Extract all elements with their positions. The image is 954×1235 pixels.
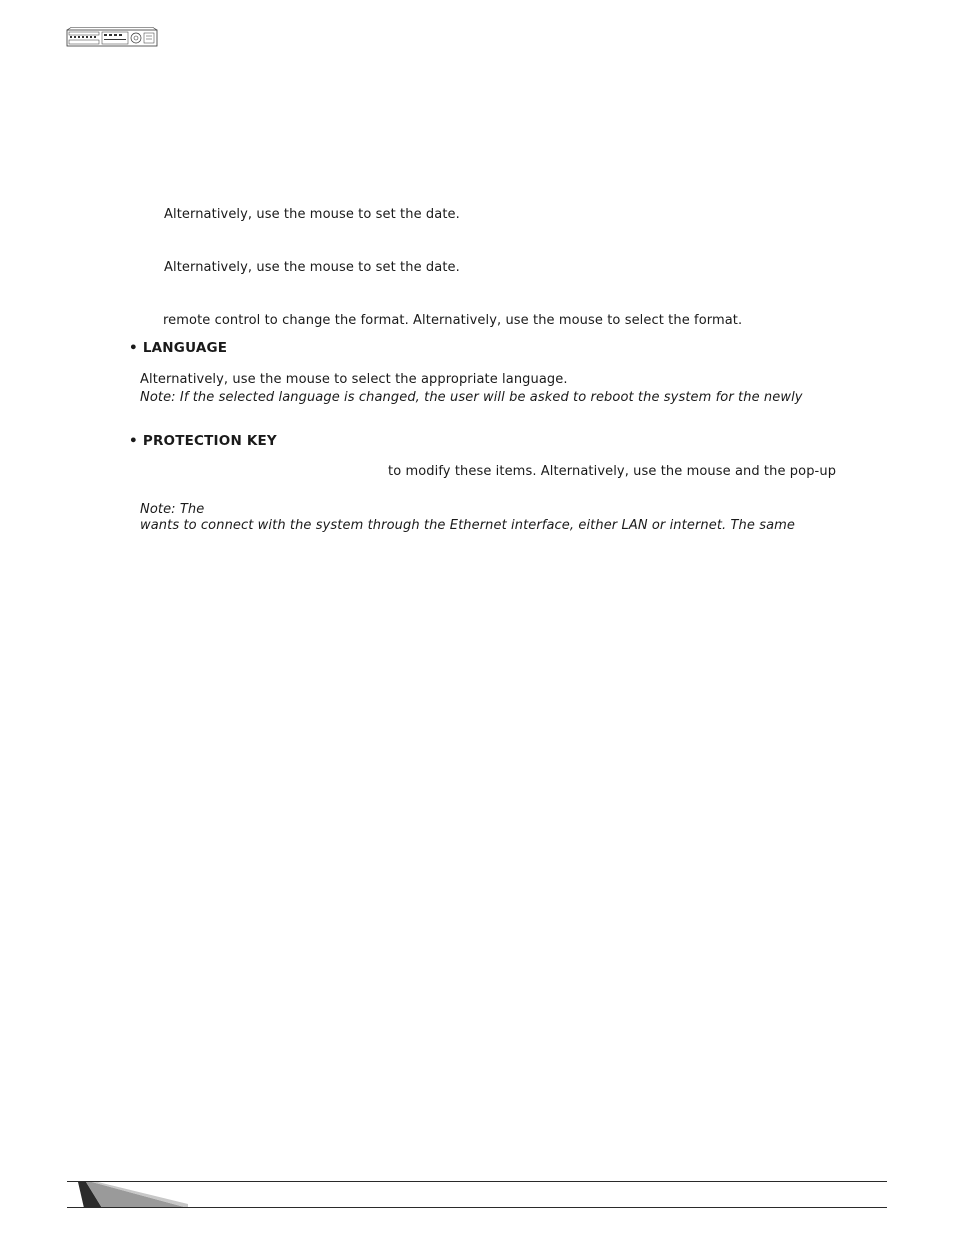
format-instruction: remote control to change the format. Alternatively, use the mouse to select the format. bbox=[163, 313, 743, 328]
dvr-device-icon bbox=[66, 27, 158, 47]
date-instruction-2: Alternatively, use the mouse to set the date. bbox=[164, 260, 460, 275]
protection-key-instruction: to modify these items. Alternatively, use the mouse and the pop-up bbox=[388, 464, 837, 479]
bullet: • bbox=[129, 433, 138, 449]
language-note: Note: If the selected language is changed, the user will be asked to reboot the system for the newly bbox=[140, 390, 803, 405]
language-instruction: Alternatively, use the mouse to select the appropriate language. bbox=[140, 372, 568, 387]
protection-key-note: wants to connect with the system through the Ethernet interface, either LAN or internet. The same bbox=[140, 518, 796, 533]
language-heading bbox=[129, 340, 227, 356]
protection-key-heading-label: PROTECTION KEY bbox=[142, 433, 277, 449]
footer-rule-top bbox=[67, 1181, 887, 1182]
protection-key-heading bbox=[129, 433, 277, 449]
footer-stripe-mark bbox=[78, 1182, 188, 1208]
footer-rule-bottom bbox=[67, 1207, 887, 1208]
language-heading-label: LANGUAGE bbox=[142, 340, 228, 356]
protection-key-note-start: Note: The bbox=[140, 502, 205, 517]
bullet: • bbox=[129, 340, 138, 356]
date-instruction-1: Alternatively, use the mouse to set the date. bbox=[164, 207, 460, 222]
